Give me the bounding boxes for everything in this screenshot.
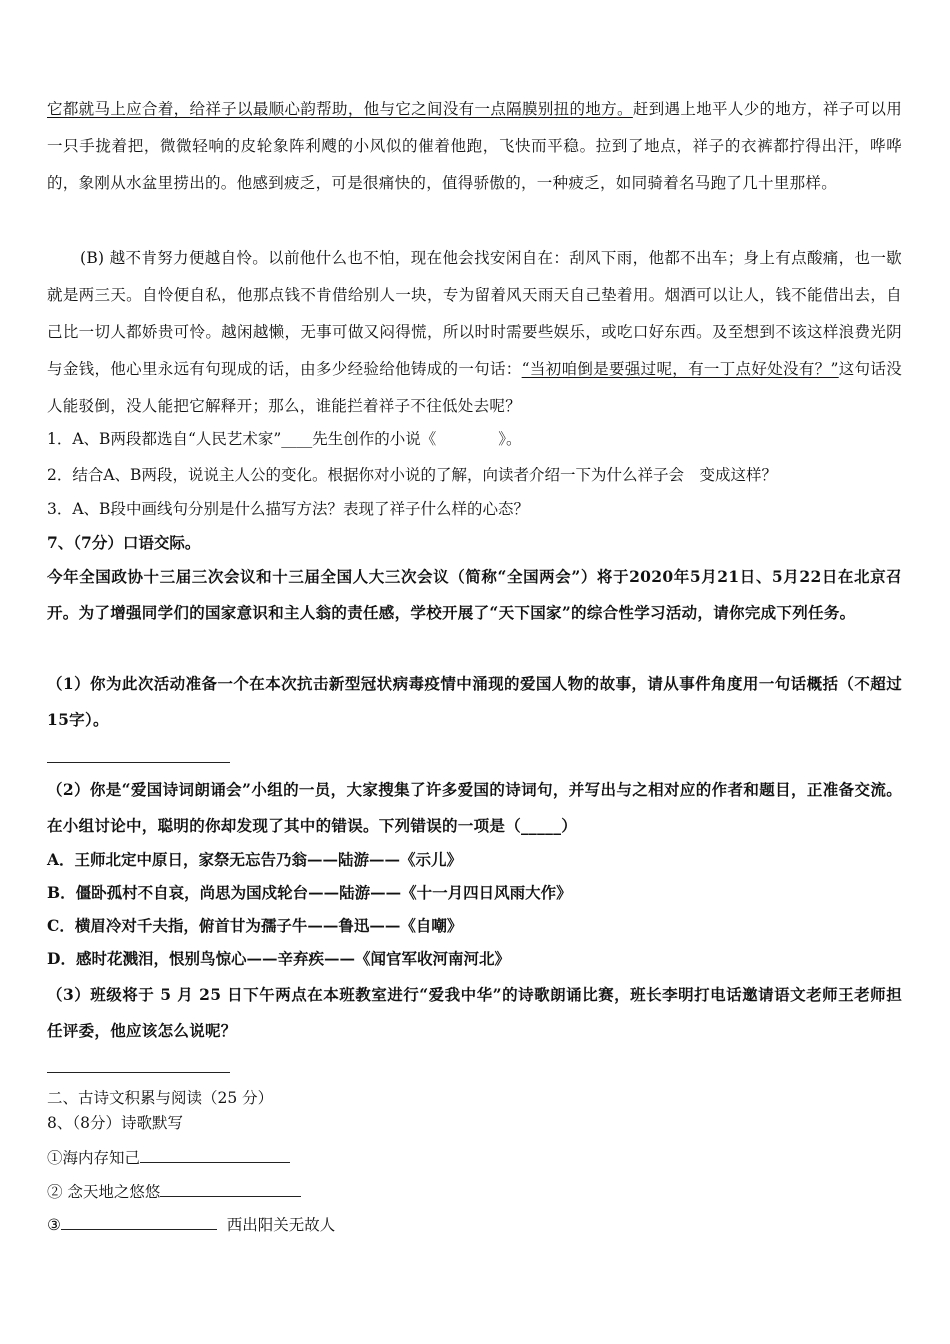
option-c: C．横眉冷对千夫指，俯首甘为孺子牛——鲁迅——《自嘲》 [47,916,463,935]
section-2-heading: 二、古诗文积累与阅读（25 分） [47,1089,274,1107]
passage-b-underlined-quote: “当初咱倒是要强过呢，有一丁点好处没有？” [521,360,839,378]
question-7-title: 7、（7分）口语交际。 [47,533,201,552]
answer-line-sub1[interactable] [47,762,230,763]
poem-item-3-prefix: ③ [47,1216,61,1234]
poem-item-1-text: ①海内存知己 [47,1149,141,1167]
poem-item-3-text: 西出阳关无故人 [226,1216,336,1234]
poem-item-2-text: ② 念天地之悠悠 [47,1183,161,1201]
question-8-title: 8、（8分）诗歌默写 [47,1114,183,1132]
passage-a-underlined-sentence: 它都就马上应合着，给祥子以最顺心韵帮助，他与它之间没有一点隔膜别扭的地方。 [47,100,633,118]
poem-blank-2[interactable] [160,1178,301,1197]
passage-b-label: (B) [80,249,105,267]
question-3: 3．A、B段中画线句分别是什么描写方法？表现了祥子什么样的心态？ [47,500,529,518]
option-d: D．感时花溅泪，恨别鸟惊心——辛弃疾——《闻官军收河南河北》 [47,949,510,968]
question-7-sub3: （3）班级将于 5 月 25 日下午两点在本班教室进行“爱我中华”的诗歌朗诵比赛，班长李明打电话邀请语文老师王老师担任评委，他应该怎么说呢？ [47,985,902,1040]
passage-a-text: 赶到遇上地平人少的地方，祥子可以用一只手拢着把，微微轻响的皮轮象阵利飕的小风似的催着他跑，飞快而平稳。拉到了地点，祥子的衣裤都拧得出汗，哗哗的，象刚从水盆里捞出的。他感到疲乏，可是很痛快的，值得骄傲的，一种疲乏，如同骑着名马跑了几十里那样。 [47,100,902,192]
option-a: A．王师北定中原日，家祭无忘告乃翁——陆游——《示儿》 [47,850,463,869]
passage-b-text: 越不肯努力便越自怜。以前他什么也不怕，现在他会找安闲自在：刮风下雨，他都不出车；身上有点酸痛，也一歇就是两三天。自怜便自私，他那点钱不肯借给别人一块，专为留着风天雨天自己垫着用。烟酒可以让人，钱不能借出去，自己比一切人都娇贵可怜。越闲越懒，无事可做又闷得慌，所以时时需要些娱乐，或吃口好东西。及至想到不该这样浪费光阴与金钱，他心里永远有句现成的话，由多少经验给他铸成的一句话： [47,249,902,378]
passage-b-end: 这句话没人能驳倒，没人能把它解释开；那么，谁能拦着祥子不往低处去呢？ [47,360,903,415]
poem-blank-1[interactable] [140,1144,290,1163]
question-1: 1．A、B两段都选自“人民艺术家”____先生创作的小说《 》。 [47,430,522,448]
poem-item-2 [47,1178,907,1205]
question-2: 2．结合A、B两段，说说主人公的变化。根据你对小说的了解，向读者介绍一下为什么祥子会 变成这样？ [47,466,777,484]
poem-item-3 [47,1211,907,1238]
passage-b-paragraph [47,240,902,425]
poem-blank-3[interactable] [61,1211,217,1230]
poem-item-1 [47,1144,907,1171]
answer-line-sub3[interactable] [47,1072,230,1073]
question-7-sub2: （2）你是“爱国诗词朗诵会”小组的一员，大家搜集了许多爱国的诗词句，并写出与之相对应的作者和题目，正准备交流。在小组讨论中，聪明的你却发现了其中的错误。下列错误的一项是（_____） [47,780,902,835]
passage-a-paragraph [47,91,902,202]
option-b: B．僵卧孤村不自哀，尚思为国戍轮台——陆游——《十一月四日风雨大作》 [47,883,572,902]
question-7-sub1: （1）你为此次活动准备一个在本次抗击新型冠状病毒疫情中涌现的爱国人物的故事，请从事件角度用一句话概括（不超过15字）。 [47,674,902,729]
question-7-intro: 今年全国政协十三届三次会议和十三届全国人大三次会议（简称“全国两会”）将于2020年5月21日、5月22日在北京召开。为了增强同学们的国家意识和主人翁的责任感，学校开展了“天下国家”的综合性学习活动，请你完成下列任务。 [47,567,902,622]
